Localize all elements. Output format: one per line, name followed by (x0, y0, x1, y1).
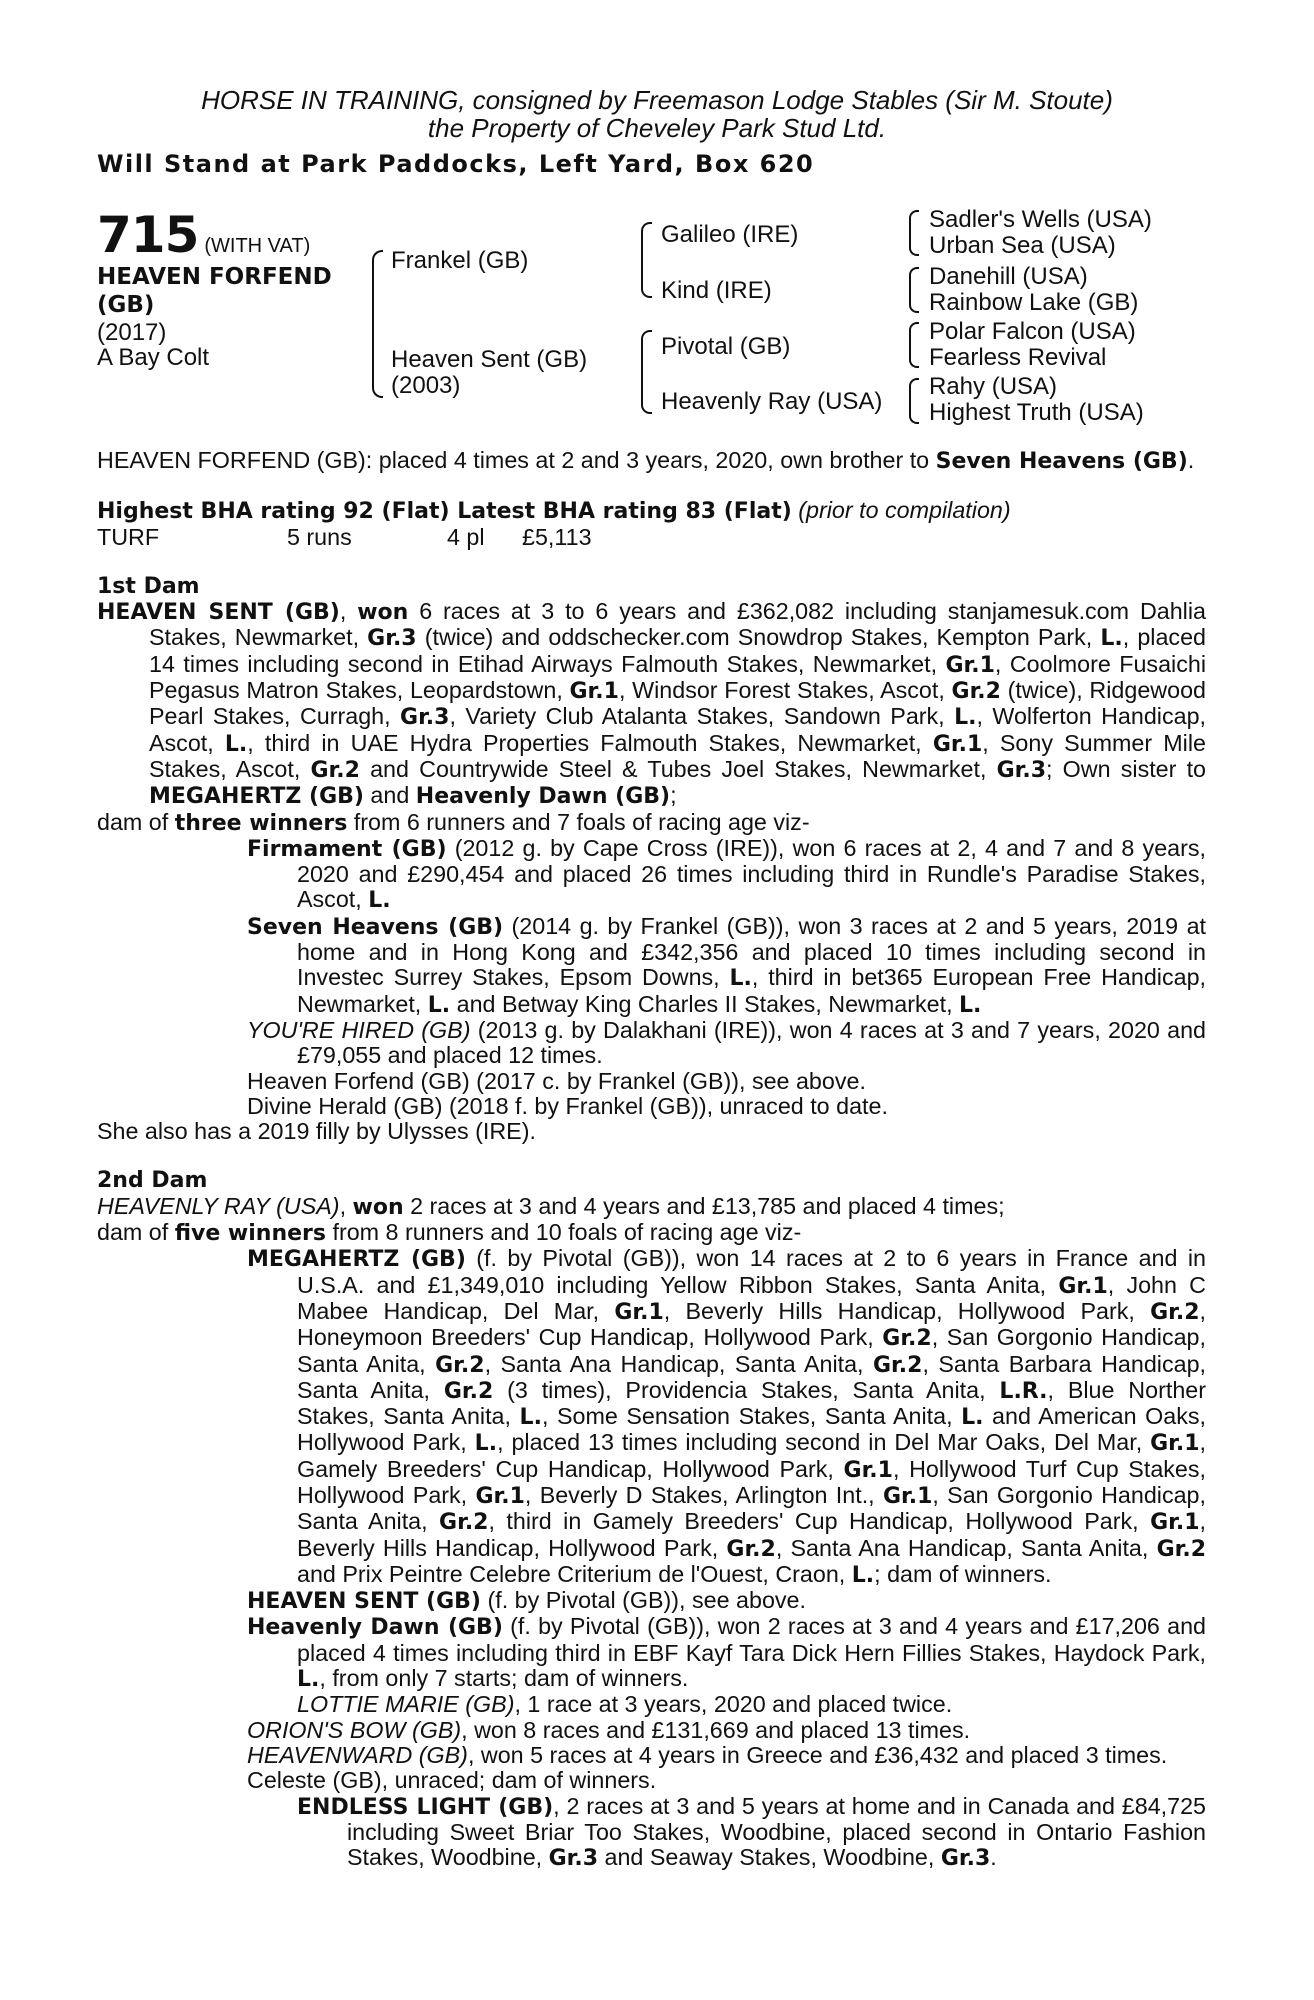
first-dam-heading: 1st Dam (97, 573, 200, 599)
text-run: L. (959, 992, 982, 1018)
text-run: L. (368, 888, 391, 914)
horse-name: HEAVEN FORFEND (97, 264, 332, 290)
text-run: L. (427, 992, 451, 1018)
text-run: L. (1100, 626, 1123, 652)
text-run: from 8 runners and 10 foals of racing age viz- (326, 1219, 802, 1246)
produce-heavenly-dawn (97, 1614, 1206, 1692)
record-surface: TURF (97, 523, 160, 550)
text-run: , third in bet365 European Free Handicap, Newmarket, (297, 964, 1206, 1017)
text-run: dam of (97, 808, 175, 835)
text-run: L. (519, 1405, 542, 1431)
race-record-line (97, 525, 1206, 550)
text-run: Gr.2 (1156, 1536, 1206, 1562)
spacer (97, 550, 1206, 574)
pedigree-sire: Frankel (GB) (391, 247, 529, 274)
summary-paragraph (97, 448, 1206, 474)
first-dam-also: She also has a 2019 filly by Ulysses (IRE). (97, 1118, 536, 1145)
text-run: HEAVEN SENT (GB) (97, 600, 340, 626)
pedigree-g6: Fearless Revival (929, 344, 1107, 371)
pedigree-g8: Highest Truth (USA) (929, 399, 1144, 426)
text-run: , Santa Ana Handicap, Santa Anita, (484, 1350, 873, 1377)
lot-number: 715 (97, 206, 199, 264)
text-run: and Countrywide Steel & Tubes Joel Stakes, Newmarket, (359, 755, 997, 782)
pedigree-g4: Rainbow Lake (GB) (929, 289, 1139, 316)
text-run: , Hollywood Turf Cup Stakes, Hollywood Park, (297, 1455, 1207, 1508)
summary-text: HEAVEN FORFEND (GB): placed 4 times at 2 and 3 years, 2020, own brother to (97, 447, 936, 473)
first-dam-produce-intro (97, 810, 1206, 836)
rating-line (97, 498, 1206, 524)
text-run: (2013 g. by Dalakhani (IRE)), won 4 races at 3 and 7 years, 2020 and £79,055 and placed 12 times. (297, 1016, 1206, 1069)
text-run: YOU'RE HIRED (GB) (247, 1016, 471, 1043)
text-run: , third in UAE Hydra Properties Falmouth Stakes, Newmarket, (247, 729, 933, 756)
text-run: , 1 race at 3 years, 2020 and placed twice. (514, 1691, 953, 1718)
text-run: Gr.2 (443, 1378, 494, 1404)
text-run: , Honeymoon Breeders' Cup Handicap, Hollywood Park, (297, 1297, 1207, 1351)
spacer (97, 474, 1206, 498)
text-run: L. (297, 1667, 320, 1693)
text-run: , San Gorgonio Handicap, Santa Anita, (297, 1324, 1206, 1377)
pedigree-bracket-g4 (909, 378, 919, 424)
text-run: Heavenly Dawn (GB) (415, 784, 671, 810)
text-run: L. (954, 705, 977, 731)
pedigree-bracket-g2 (909, 267, 919, 313)
text-run: Gr.1 (945, 652, 995, 678)
summary-end: . (1187, 447, 1195, 473)
horse-description: A Bay Colt (97, 344, 210, 371)
produce-divine-herald: Divine Herald (GB) (2018 f. by Frankel (GB)), unraced to date. (247, 1092, 888, 1119)
text-run: and (363, 782, 416, 809)
text-run: MEGAHERTZ (GB) (247, 1247, 466, 1273)
text-run: (twice), Ridgewood Pearl Stakes, Curragh, (149, 677, 1206, 730)
text-run: (f. by Pivotal (GB)), won 14 races at 2 to 6 years in France and in U.S.A. and £1,349,010 including Yellow Ribbon Stakes, Santa Anita, (297, 1245, 1207, 1298)
text-run: dam of (97, 1219, 175, 1246)
text-run: L. (961, 1405, 984, 1431)
text-run: , Beverly D Stakes, Arlington Int., (524, 1481, 883, 1508)
text-run: 6 races at 3 to 6 years and £362,082 including stanjamesuk.com Dahlia Stakes, Newmarket, (149, 598, 1206, 651)
spacer (97, 1144, 1206, 1168)
rating-note: (prior to compilation) (798, 497, 1011, 524)
text-run: Gr.1 (1150, 1431, 1200, 1457)
text-run: L. (729, 966, 752, 992)
text-run: L. (851, 1562, 875, 1588)
lot-number-block (97, 206, 310, 264)
header-line-1: HORSE IN TRAINING, consigned by Freemason Lodge Stables (Sir M. Stoute) (201, 85, 1113, 115)
pedigree-sire-sire: Galileo (IRE) (661, 221, 799, 248)
pedigree-dam-dam: Heavenly Ray (USA) (661, 388, 883, 415)
text-run: from 6 runners and 7 foals of racing age viz- (347, 808, 810, 835)
record-runs: 5 runs (287, 523, 352, 550)
text-run: and Seaway Stakes, Woodbine, (598, 1844, 941, 1871)
text-run: , (339, 1192, 353, 1219)
second-dam-line (97, 1194, 1206, 1220)
text-run: ; (670, 782, 677, 809)
text-run: (f. by Pivotal (GB)), won 2 races at 3 and 4 years and £17,206 and placed 4 times including third in EBF Kayf Tara Dick Hern Fillies Stakes, Haydock Park, (297, 1613, 1206, 1666)
text-run: ; dam of winners. (874, 1560, 1052, 1587)
text-run: , placed 13 times including second in Del Mar Oaks, Del Mar, (497, 1429, 1151, 1456)
text-run: , placed 14 times including second in Etihad Airways Falmouth Stakes, Newmarket, (149, 624, 1206, 677)
text-run: Gr.1 (475, 1483, 525, 1509)
produce-endless-light (97, 1794, 1206, 1872)
text-run: Gr.3 (367, 626, 417, 652)
pedigree-bracket-g1 (909, 210, 919, 256)
produce-celeste: Celeste (GB), unraced; dam of winners. (247, 1767, 657, 1794)
second-dam-produce-intro (97, 1220, 1206, 1246)
pedigree-sire-dam: Kind (IRE) (661, 277, 772, 304)
text-run: Gr.2 (439, 1510, 489, 1536)
record-placed: 4 pl (447, 523, 485, 550)
text-run: Gr.3 (940, 1846, 991, 1872)
horse-year: (2017) (97, 319, 167, 346)
pedigree-g5: Polar Falcon (USA) (929, 318, 1136, 345)
text-run: Gr.1 (614, 1299, 664, 1325)
produce-youre-hired (97, 1018, 1206, 1069)
text-run: Gr.1 (569, 679, 619, 705)
pedigree-g1: Sadler's Wells (USA) (929, 206, 1152, 233)
text-run: Gr.1 (843, 1457, 893, 1483)
text-run: LOTTIE MARIE (GB) (297, 1691, 515, 1718)
text-run: , 2 races at 3 and 5 years at home and in Canada and £84,725 including Sweet Briar Too Stakes, Woodbine, placed second in Ontario Fashion Stakes, Woodbine, (347, 1792, 1206, 1871)
pedigree-bracket-sire (641, 222, 652, 298)
rating-bold: Highest BHA rating 92 (Flat) Latest BHA rating 83 (Flat) (97, 499, 792, 525)
record-earnings: £5,113 (522, 523, 592, 550)
pedigree-dam: Heaven Sent (GB) (391, 346, 588, 373)
text-run: , San Gorgonio Handicap, Santa Anita, (297, 1481, 1206, 1535)
text-run: , from only 7 starts; dam of winners. (319, 1665, 689, 1692)
text-run: , Beverly Hills Handicap, Hollywood Park, (297, 1508, 1206, 1561)
text-run: Gr.2 (435, 1352, 485, 1378)
text-run: , third in Gamely Breeders' Cup Handicap, Hollywood Park, (488, 1508, 1151, 1535)
pedigree-g7: Rahy (USA) (929, 373, 1058, 400)
text-run: , won 5 races at 4 years in Greece and £36,432 and placed 3 times. (467, 1741, 1168, 1768)
pedigree-bracket-main (372, 250, 383, 398)
text-run: Gr.2 (1150, 1299, 1200, 1325)
pedigree-dam-year: (2003) (391, 372, 461, 399)
text-run: (2014 g. by Frankel (GB)), won 3 races at 2 and 5 years, 2019 at home and in Hong Kong and £342,356 and placed 10 times including second in Investec Surrey Stakes, Epsom Downs, (297, 912, 1207, 991)
text-run: 2 races at 3 and 4 years and £13,785 and placed 4 times; (403, 1192, 1005, 1219)
produce-seven-heavens (97, 914, 1206, 1018)
text-run: , Gamely Breeders' Cup Handicap, Hollywood Park, (297, 1429, 1206, 1482)
text-run: L. (474, 1431, 498, 1457)
text-run: , John C Mabee Handicap, Del Mar, (297, 1271, 1207, 1324)
text-run: , won 8 races and £131,669 and placed 13 times. (461, 1716, 971, 1743)
pedigree-g2: Urban Sea (USA) (929, 232, 1116, 259)
text-run: Seven Heavens (GB) (247, 914, 504, 940)
text-run: HEAVENWARD (GB) (247, 1741, 468, 1768)
pedigree-bracket-dam (641, 330, 652, 414)
text-run: three winners (174, 810, 348, 836)
text-run: , Beverly Hills Handicap, Hollywood Park, (663, 1297, 1151, 1324)
text-run: and Prix Peintre Celebre Criterium de l'Ouest, Craon, (297, 1560, 852, 1587)
text-run: , Santa Barbara Handicap, Santa Anita, (297, 1350, 1206, 1403)
text-run: Gr.2 (310, 757, 360, 783)
text-run: HEAVENLY RAY (USA) (97, 1192, 340, 1219)
text-run: , Santa Ana Handicap, Santa Anita, (775, 1534, 1157, 1561)
produce-megahertz (97, 1246, 1206, 1588)
text-run: (f. by Pivotal (GB)), see above. (481, 1587, 806, 1614)
text-run: Gr.3 (548, 1846, 599, 1872)
text-run: . (990, 1844, 997, 1871)
text-run: Gr.3 (996, 757, 1047, 783)
pedigree-g3: Danehill (USA) (929, 263, 1088, 290)
second-dam-heading: 2nd Dam (97, 1168, 208, 1194)
summary-brother: Seven Heavens (GB) (935, 449, 1188, 474)
text-run: Heavenly Dawn (GB) (247, 1615, 503, 1641)
text-run: ENDLESS LIGHT (GB) (297, 1794, 554, 1820)
text-run: , Variety Club Atalanta Stakes, Sandown Park, (449, 703, 955, 730)
produce-orions-bow (97, 1718, 1206, 1743)
text-run: HEAVEN SENT (GB) (247, 1589, 481, 1615)
produce-heaven-forfend: Heaven Forfend (GB) (2017 c. by Frankel (GB)), see above. (247, 1067, 866, 1094)
text-run: (twice) and oddschecker.com Snowdrop Stakes, Kempton Park, (416, 624, 1101, 651)
catalogue-body (97, 448, 1206, 1871)
text-run: (3 times), Providencia Stakes, Santa Anita, (493, 1376, 1000, 1403)
text-run: Gr.1 (932, 731, 983, 757)
produce-heaven-sent (97, 1588, 1206, 1614)
text-run: won (352, 1194, 404, 1220)
text-run: , Windsor Forest Stakes, Ascot, (618, 677, 952, 704)
text-run: L.R. (999, 1378, 1048, 1404)
text-run: five winners (174, 1221, 326, 1247)
produce-firmament (97, 836, 1206, 914)
text-run: , Wolferton Handicap, Ascot, (149, 703, 1207, 756)
vat-note: (WITH VAT) (204, 235, 311, 257)
pedigree-dam-sire: Pivotal (GB) (661, 333, 791, 360)
text-run: ; Own sister to (1046, 755, 1206, 782)
text-run: L. (224, 731, 248, 757)
produce-lottie-marie (97, 1692, 1206, 1717)
text-run: and Betway King Charles II Stakes, Newmarket, (450, 990, 960, 1017)
text-run: Firmament (GB) (247, 836, 447, 862)
header-line-3: Will Stand at Park Paddocks, Left Yard, Box 620 (97, 150, 815, 178)
text-run: , Sony Summer Mile Stakes, Ascot, (149, 729, 1206, 782)
text-run: (2012 g. by Cape Cross (IRE)), won 6 races at 2, 4 and 7 and 8 years, 2020 and £290,454 and placed 26 times including third in Rundle's Paradise Stakes, Ascot, (297, 834, 1206, 913)
text-run: Gr.1 (1150, 1510, 1200, 1536)
text-run: , Coolmore Fusaichi Pegasus Matron Stakes, Leopardstown, (149, 650, 1206, 704)
horse-name-country: (GB) (97, 292, 155, 318)
text-run: ORION'S BOW (GB) (247, 1716, 462, 1743)
text-run: Gr.2 (882, 1326, 932, 1352)
text-run: , Some Sensation Stakes, Santa Anita, (541, 1403, 962, 1430)
text-run: Gr.1 (1058, 1273, 1108, 1299)
text-run: , Blue Norther Stakes, Santa Anita, (297, 1376, 1206, 1430)
text-run: Gr.3 (400, 705, 450, 731)
text-run: MEGAHERTZ (GB) (149, 784, 364, 810)
text-run: Gr.2 (873, 1352, 923, 1378)
header-line-2: the Property of Cheveley Park Stud Ltd. (427, 113, 887, 143)
text-run: and American Oaks, Hollywood Park, (297, 1403, 1207, 1456)
text-run: Gr.1 (882, 1483, 933, 1509)
text-run: Gr.2 (726, 1536, 776, 1562)
text-run: won (357, 600, 409, 626)
pedigree-bracket-g3 (909, 322, 919, 368)
first-dam-paragraph: HEAVEN SENT (GB), won 6 races at 3 to 6 years and £362,082 including stanjamesuk.com Dahlia Stakes, Newmarket, Gr.3 (twice) and oddschecker.com Snowdrop Stakes, Kempton Park, L., placed 14 times including second in Etihad Airways Falmouth Stakes, Newmarket, Gr.1, Coolmore Fusaichi Pegasus Matron Stakes, Leopardstown, Gr.1, Windsor Forest Stakes, Ascot, Gr.2 (twice), Ridgewood Pearl Stakes, Curragh, Gr.3, Variety Club Atalanta Stakes, Sandown Park, L., Wolferton Handicap, Ascot, L., third in UAE Hydra Properties Falmouth Stakes, Newmarket, Gr.1, Sony Summer Mile Stakes, Ascot, Gr.2 and Countrywide Steel & Tubes Joel Stakes, Newmarket, Gr.3; Own sister to MEGAHERTZ (GB) and Heavenly Dawn (GB); (97, 598, 1207, 810)
produce-heavenward (97, 1743, 1206, 1768)
text-run: Gr.2 (951, 679, 1001, 705)
